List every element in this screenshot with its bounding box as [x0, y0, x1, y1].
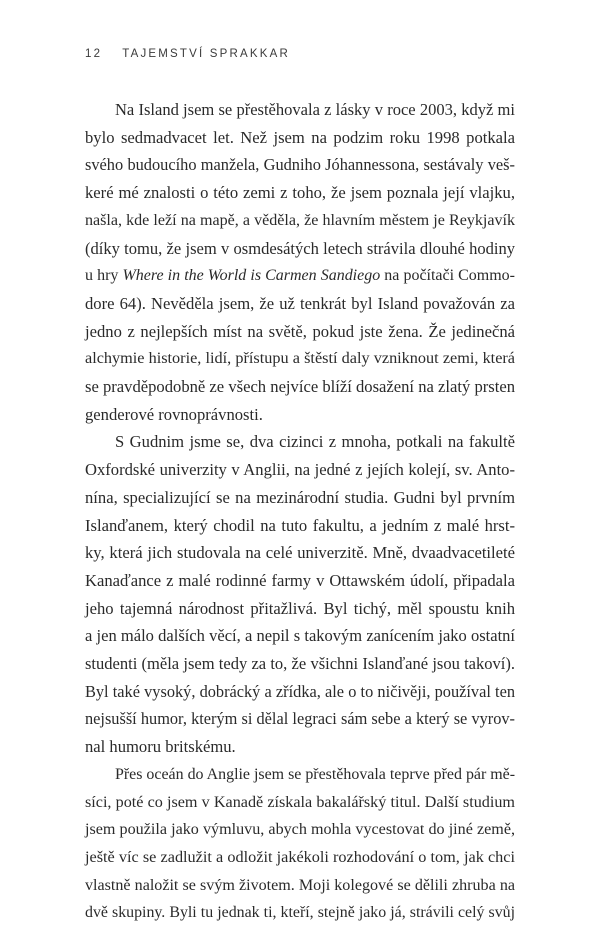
text-line: ještě víc se zadlužit a odložit jakékoli rozhodování o tom, jak chci: [85, 847, 515, 866]
paragraph-1: [85, 96, 515, 428]
running-header: [85, 48, 290, 60]
game-title: Where in the World is Carmen Sandiego: [122, 267, 381, 285]
text-line: našla, kde leží na mapě, a věděla, že hlavním městem je Reykjavík: [85, 211, 515, 229]
text-line: dore 64). Nevěděla jsem, že už tenkrát byl Island považován za: [85, 293, 515, 313]
text-line: studenti (měla jsem tedy za to, že všichni Islanďané jsou takoví).: [85, 654, 515, 674]
text-line: nejsušší humor, kterým si dělal legraci sám sebe a který se vyrov-: [85, 709, 515, 729]
text-line: síci, poté co jsem v Kanadě získala bakalářský titul. Další studium: [85, 793, 515, 811]
text-run: u hry: [85, 267, 123, 285]
text-line: Na Island jsem se přestěhovala z lásky v roce 2003, když mi: [115, 100, 515, 119]
text-line: jsem použila jako výmluvu, abych mohla vycestovat do jiné země,: [85, 821, 515, 839]
text-line: Oxfordské univerzity v Anglii, na jedné z jejích kolejí, sv. Anto-: [85, 460, 515, 480]
text-line: keré mé znalosti o této zemi z toho, že jsem poznala její vlajku,: [85, 183, 515, 203]
text-line: jedno z nejlepších míst na světě, pokud jste žena. Že jedinečná: [85, 321, 515, 341]
text-line: ky, která jich studovala na celé univerzitě. Mně, dvaadvacetileté: [85, 543, 515, 563]
text-line: genderové rovnoprávnosti.: [85, 404, 263, 424]
text-line: jeho tajemná národnost přitažlivá. Byl tichý, měl spoustu knih: [85, 598, 515, 618]
text-line: se pravděpodobně ze všech nejvíce blíží dosažení na zlatý prsten: [85, 377, 515, 397]
text-line: Islanďanem, který chodil na tuto fakultu, a jedním z malé hrst-: [85, 515, 515, 535]
text-line: svého budoucího manžela, Gudniho Jóhannessona, sestávaly veš-: [85, 155, 515, 175]
text-line: Přes oceán do Anglie jsem se přestěhovala teprve před pár mě-: [115, 765, 516, 783]
paragraph-3: [85, 761, 515, 927]
text-line: S Gudnim jsme se, dva cizinci z mnoha, potkali na fakultě: [115, 432, 515, 452]
running-title: TAJEMSTVÍ SPRAKKAR: [122, 48, 291, 60]
text-line: nal humoru britskému.: [85, 737, 236, 757]
text-line: a jen málo dalších věcí, a nepil s takovým zanícením jako ostatní: [85, 626, 515, 646]
text-line: vlastně naložit se svým životem. Moji kolegové se dělili zhruba na: [85, 876, 515, 894]
page-number: 12: [85, 48, 103, 60]
paragraph-2: [85, 428, 515, 760]
body-text: [85, 96, 515, 927]
text-line: [85, 262, 515, 290]
text-line: (díky tomu, že jsem v osmdesátých letech strávila dlouhé hodiny: [85, 238, 515, 258]
text-run: na počítači Commo-: [380, 267, 515, 285]
text-line: Kanaďance z malé rodinné farmy v Ottawském údolí, připadala: [85, 570, 515, 590]
text-line: nína, specializující se na mezinárodní studia. Gudni byl prvním: [85, 487, 515, 507]
text-line: alchymie historie, lidí, přístupu a štěstí daly vzniknout zemi, která: [85, 349, 515, 368]
text-line: bylo sedmadvacet let. Než jsem na podzim roku 1998 potkala: [85, 127, 515, 147]
text-line: dvě skupiny. Byli tu jednak ti, kteří, stejně jako já, strávili celý svůj: [85, 904, 515, 922]
text-line: Byl také vysoký, dobrácký a zřídka, ale o to ničivěji, používal ten: [85, 681, 515, 701]
